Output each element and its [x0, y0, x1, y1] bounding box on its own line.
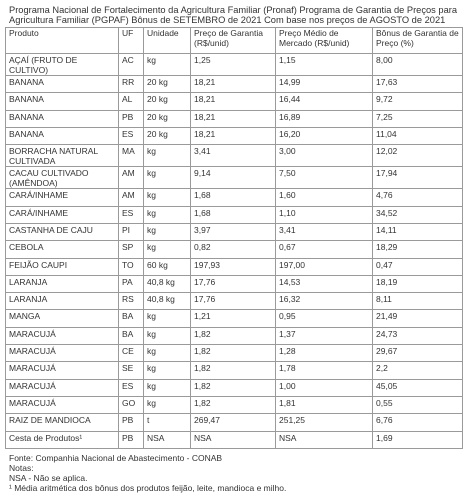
header-preco-garantia: Preço de Garantia (R$/unid) — [191, 28, 276, 54]
cell-bonus: 0,55 — [373, 396, 463, 413]
cell-preco-medio: 1,60 — [276, 189, 373, 206]
cell-preco-garantia: 9,14 — [191, 167, 276, 189]
cell-preco-garantia: 1,82 — [191, 327, 276, 344]
cell-unidade: 20 kg — [144, 128, 191, 145]
cell-preco-garantia: 18,21 — [191, 93, 276, 110]
cell-bonus: 8,00 — [373, 54, 463, 76]
table-row — [6, 275, 463, 292]
cell-unidade: kg — [144, 145, 191, 167]
table-row — [6, 110, 463, 127]
cell-preco-medio: 14,53 — [276, 275, 373, 292]
cell-bonus: 9,72 — [373, 93, 463, 110]
cell-bonus: 6,76 — [373, 414, 463, 431]
table-row — [6, 293, 463, 310]
cell-preco-medio: 14,99 — [276, 76, 373, 93]
table-row — [6, 167, 463, 189]
cell-uf: CE — [119, 345, 144, 362]
cell-preco-medio: 16,20 — [276, 128, 373, 145]
cell-produto: CASTANHA DE CAJU — [6, 223, 119, 240]
table-row — [6, 396, 463, 413]
table-row — [6, 54, 463, 76]
cell-preco-garantia: 0,82 — [191, 241, 276, 258]
table-body — [6, 54, 463, 449]
cell-produto: FEIJÃO CAUPI — [6, 258, 119, 275]
cell-produto: LARANJA — [6, 293, 119, 310]
cell-bonus: 18,19 — [373, 275, 463, 292]
cell-unidade: NSA — [144, 431, 191, 448]
cell-preco-medio: 3,00 — [276, 145, 373, 167]
document-title: Programa Nacional de Fortalecimento da Agricultura Familiar (Pronaf) Programa de Garantia de Preços para Agricultura Familiar (PGPAF) Bônus de SETEMBRO de 2021 Com base nos preços de AGOSTO de 2021 — [9, 5, 458, 25]
cell-bonus: 29,67 — [373, 345, 463, 362]
cell-preco-garantia: 1,68 — [191, 206, 276, 223]
header-produto: Produto — [6, 28, 119, 54]
cell-produto: BORRACHA NATURAL CULTIVADA — [6, 145, 119, 167]
cell-produto: BANANA — [6, 93, 119, 110]
cell-preco-garantia: 18,21 — [191, 128, 276, 145]
cell-produto: BANANA — [6, 128, 119, 145]
cell-preco-garantia: 1,68 — [191, 189, 276, 206]
cell-preco-garantia: 1,82 — [191, 345, 276, 362]
cell-unidade: kg — [144, 396, 191, 413]
table-row — [6, 258, 463, 275]
cell-bonus: 1,69 — [373, 431, 463, 448]
cell-preco-medio: 1,28 — [276, 345, 373, 362]
cell-unidade: 40,8 kg — [144, 275, 191, 292]
cell-uf: AC — [119, 54, 144, 76]
cell-unidade: kg — [144, 54, 191, 76]
cell-bonus: 24,73 — [373, 327, 463, 344]
table-row — [6, 345, 463, 362]
cell-unidade: kg — [144, 327, 191, 344]
cell-preco-garantia: 17,76 — [191, 275, 276, 292]
cell-preco-medio: 16,32 — [276, 293, 373, 310]
cell-preco-garantia: 3,97 — [191, 223, 276, 240]
cell-uf: PB — [119, 431, 144, 448]
cell-bonus: 14,11 — [373, 223, 463, 240]
cell-produto: CEBOLA — [6, 241, 119, 258]
table-row — [6, 189, 463, 206]
cell-preco-medio: 197,00 — [276, 258, 373, 275]
cell-preco-medio: 1,15 — [276, 54, 373, 76]
cell-uf: BA — [119, 327, 144, 344]
notes — [9, 453, 462, 493]
table-header-row — [6, 28, 463, 54]
cell-preco-garantia: 18,21 — [191, 76, 276, 93]
cell-unidade: 20 kg — [144, 76, 191, 93]
cell-bonus: 17,94 — [373, 167, 463, 189]
cell-preco-garantia: 1,21 — [191, 310, 276, 327]
cell-uf: RR — [119, 76, 144, 93]
notes-heading: Notas: — [9, 462, 34, 473]
header-unidade: Unidade — [144, 28, 191, 54]
cell-uf: PB — [119, 414, 144, 431]
cell-unidade: kg — [144, 206, 191, 223]
cell-unidade: 20 kg — [144, 93, 191, 110]
cell-uf: PA — [119, 275, 144, 292]
cell-unidade: kg — [144, 310, 191, 327]
cell-bonus: 8,11 — [373, 293, 463, 310]
cell-bonus: 17,63 — [373, 76, 463, 93]
cell-uf: AL — [119, 93, 144, 110]
cell-produto: AÇAÍ (FRUTO DE CULTIVO) — [6, 54, 119, 76]
cell-preco-garantia: 197,93 — [191, 258, 276, 275]
cell-unidade: 20 kg — [144, 110, 191, 127]
cell-preco-medio: 3,41 — [276, 223, 373, 240]
cell-unidade: 40,8 kg — [144, 293, 191, 310]
cell-bonus: 21,49 — [373, 310, 463, 327]
cell-unidade: kg — [144, 362, 191, 379]
table-row — [6, 327, 463, 344]
cell-unidade: kg — [144, 345, 191, 362]
cell-uf: TO — [119, 258, 144, 275]
table-row — [6, 414, 463, 431]
cell-preco-medio: 16,89 — [276, 110, 373, 127]
cell-uf: GO — [119, 396, 144, 413]
cell-uf: PB — [119, 110, 144, 127]
cell-preco-garantia: 18,21 — [191, 110, 276, 127]
cell-produto: LARANJA — [6, 275, 119, 292]
cell-preco-medio: 251,25 — [276, 414, 373, 431]
cell-produto: MARACUJÁ — [6, 379, 119, 396]
cell-preco-garantia: 1,82 — [191, 379, 276, 396]
cell-preco-medio: 1,10 — [276, 206, 373, 223]
table-row — [6, 362, 463, 379]
cell-unidade: kg — [144, 241, 191, 258]
cell-preco-medio: 7,50 — [276, 167, 373, 189]
nsa-note: NSA - Não se aplica. — [9, 472, 88, 483]
cell-produto: BANANA — [6, 110, 119, 127]
cell-uf: SE — [119, 362, 144, 379]
table-row — [6, 206, 463, 223]
cell-unidade: kg — [144, 167, 191, 189]
cell-unidade: kg — [144, 189, 191, 206]
cell-produto: MARACUJÁ — [6, 345, 119, 362]
table-row — [6, 310, 463, 327]
cell-bonus: 45,05 — [373, 379, 463, 396]
cell-preco-garantia: 1,82 — [191, 362, 276, 379]
cell-bonus: 12,02 — [373, 145, 463, 167]
document — [5, 6, 462, 493]
cell-uf: RS — [119, 293, 144, 310]
cell-uf: AM — [119, 167, 144, 189]
cell-bonus: 11,04 — [373, 128, 463, 145]
cell-preco-garantia: NSA — [191, 431, 276, 448]
cell-bonus: 7,25 — [373, 110, 463, 127]
cell-uf: PI — [119, 223, 144, 240]
cell-bonus: 4,76 — [373, 189, 463, 206]
cell-uf: ES — [119, 128, 144, 145]
cell-bonus: 0,47 — [373, 258, 463, 275]
cell-preco-garantia: 17,76 — [191, 293, 276, 310]
cell-produto: CARÁ/INHAME — [6, 189, 119, 206]
cell-produto: MANGA — [6, 310, 119, 327]
cell-preco-medio: NSA — [276, 431, 373, 448]
cell-unidade: 60 kg — [144, 258, 191, 275]
cell-preco-medio: 1,00 — [276, 379, 373, 396]
table-row — [6, 128, 463, 145]
cell-produto: RAIZ DE MANDIOCA — [6, 414, 119, 431]
cell-preco-medio: 0,67 — [276, 241, 373, 258]
table-row — [6, 431, 463, 448]
cell-preco-medio: 0,95 — [276, 310, 373, 327]
cell-produto: CARÁ/INHAME — [6, 206, 119, 223]
footnote: ¹ Média aritmética dos bônus dos produtos feijão, leite, mandioca e milho. — [9, 482, 287, 493]
cell-bonus: 2,2 — [373, 362, 463, 379]
cell-unidade: kg — [144, 223, 191, 240]
header-bonus: Bônus de Garantia de Preço (%) — [373, 28, 463, 54]
table-row — [6, 145, 463, 167]
cell-produto: MARACUJÁ — [6, 327, 119, 344]
cell-preco-garantia: 1,25 — [191, 54, 276, 76]
cell-produto: MARACUJÁ — [6, 396, 119, 413]
table-row — [6, 241, 463, 258]
cell-produto: BANANA — [6, 76, 119, 93]
cell-preco-medio: 1,81 — [276, 396, 373, 413]
header-preco-medio: Preço Médio de Mercado (R$/unid) — [276, 28, 373, 54]
cell-preco-garantia: 3,41 — [191, 145, 276, 167]
cell-uf: MA — [119, 145, 144, 167]
bonus-table — [5, 27, 463, 449]
table-row — [6, 223, 463, 240]
cell-preco-medio: 1,37 — [276, 327, 373, 344]
cell-bonus: 18,29 — [373, 241, 463, 258]
cell-bonus: 34,52 — [373, 206, 463, 223]
cell-preco-medio: 1,78 — [276, 362, 373, 379]
cell-unidade: kg — [144, 379, 191, 396]
cell-uf: ES — [119, 206, 144, 223]
cell-unidade: t — [144, 414, 191, 431]
cell-produto: CACAU CULTIVADO (AMÊNDOA) — [6, 167, 119, 189]
cell-preco-garantia: 269,47 — [191, 414, 276, 431]
cell-uf: SP — [119, 241, 144, 258]
table-row — [6, 76, 463, 93]
cell-preco-garantia: 1,82 — [191, 396, 276, 413]
cell-uf: BA — [119, 310, 144, 327]
header-uf: UF — [119, 28, 144, 54]
cell-preco-medio: 16,44 — [276, 93, 373, 110]
cell-uf: AM — [119, 189, 144, 206]
cell-produto: MARACUJÁ — [6, 362, 119, 379]
table-row — [6, 93, 463, 110]
table-row — [6, 379, 463, 396]
cell-produto: Cesta de Produtos¹ — [6, 431, 119, 448]
source-note: Fonte: Companhia Nacional de Abastecimento - CONAB — [9, 452, 223, 463]
cell-uf: ES — [119, 379, 144, 396]
